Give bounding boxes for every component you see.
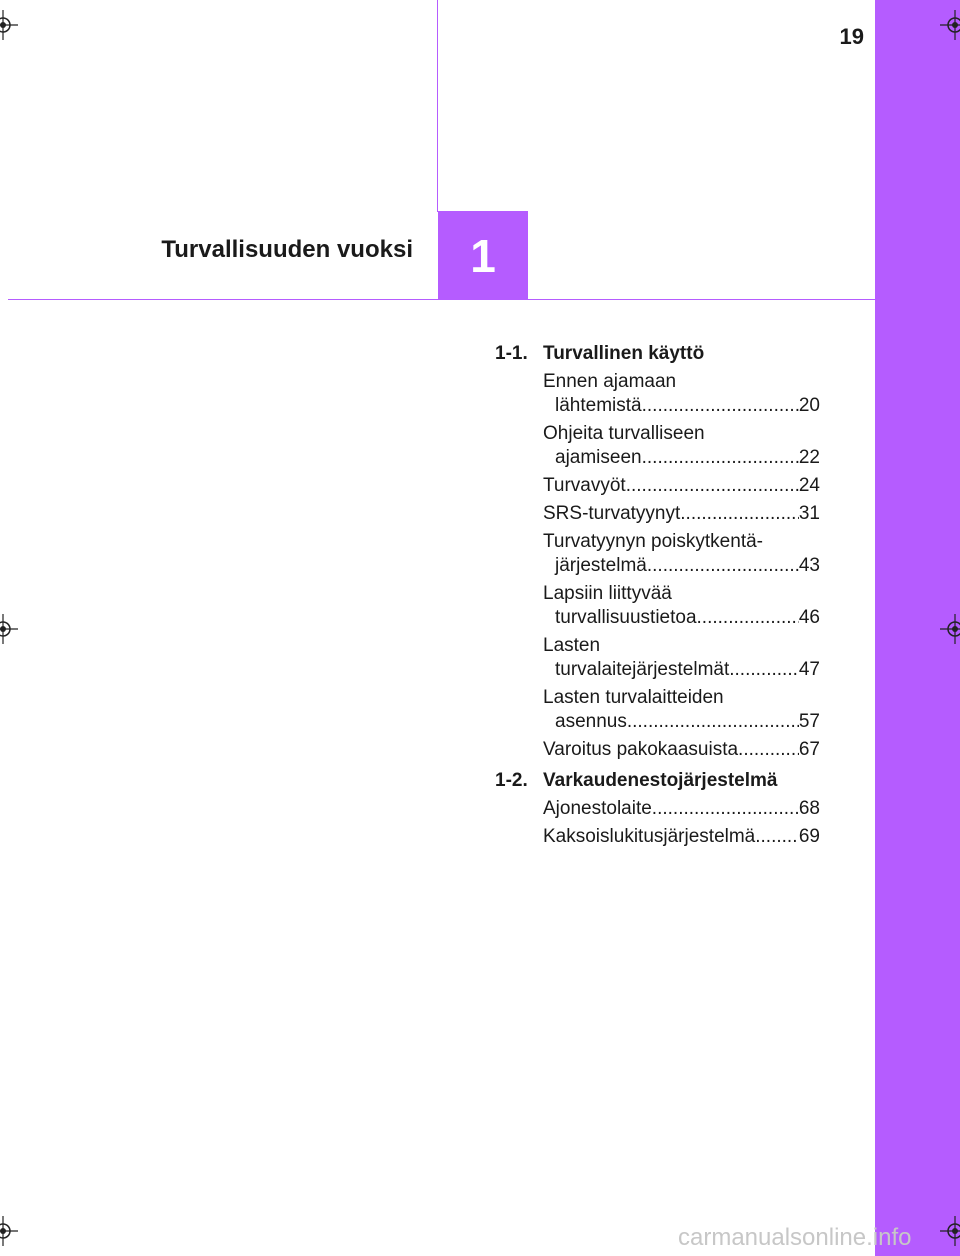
toc-entry-text: Ohjeita turvalliseen: [543, 423, 705, 444]
toc-entry-text: Kaksoislukitusjärjestelmä: [543, 826, 756, 847]
toc-entry[interactable]: [543, 797, 820, 821]
watermark: carmanualsonline.info: [678, 1224, 912, 1251]
toc-entry[interactable]: [543, 634, 820, 682]
toc-page-number: 57: [798, 711, 820, 732]
dot-leader: [652, 797, 799, 821]
toc-entry-text: Varoitus pakokaasuista: [543, 739, 739, 760]
toc-entry[interactable]: [543, 502, 820, 526]
toc-entry-text: järjestelmä: [555, 555, 647, 576]
toc-entry[interactable]: [543, 474, 820, 498]
toc-page-number: 67: [798, 739, 820, 760]
toc-entry-line: [543, 658, 820, 682]
vertical-rule: [437, 0, 438, 212]
dot-leader: [626, 474, 799, 498]
toc-entry-text: lähtemistä: [555, 395, 642, 416]
toc-entry[interactable]: [543, 738, 820, 762]
toc-page-number: 43: [798, 555, 820, 576]
dot-leader: [627, 710, 799, 734]
toc-entry[interactable]: [543, 422, 820, 470]
toc-entry-text: Turvatyynyn poiskytkentä-: [543, 531, 763, 552]
toc-section-heading: [495, 342, 820, 366]
toc-entry-text: turvallisuustietoa: [555, 607, 697, 628]
section-number: 1-2.: [495, 770, 528, 791]
table-of-contents: [495, 342, 820, 849]
dot-leader: [647, 554, 799, 578]
section-title: Turvallinen käyttö: [543, 343, 705, 364]
toc-entry-line: [543, 502, 820, 526]
toc-entry[interactable]: [543, 582, 820, 630]
toc-entry-text: Lasten turvalaitteiden: [543, 687, 724, 708]
dot-leader: [755, 825, 799, 849]
dot-leader: [738, 738, 799, 762]
toc-entry-text: Turvavyöt: [543, 475, 626, 496]
crop-mark-icon: [940, 614, 960, 644]
toc-entry-line: [543, 738, 820, 762]
toc-entry-line: [543, 825, 820, 849]
dot-leader: [729, 658, 799, 682]
crop-mark-icon: [0, 10, 18, 40]
toc-entry[interactable]: [543, 686, 820, 734]
crop-mark-icon: [0, 1216, 18, 1246]
toc-entry-line: [543, 474, 820, 498]
toc-page-number: 46: [798, 607, 820, 628]
chapter-title: Turvallisuuden vuoksi: [161, 236, 413, 263]
toc-entry-line: [543, 446, 820, 470]
crop-mark-icon: [940, 1216, 960, 1246]
toc-entry-line: [543, 394, 820, 418]
toc-entry-line: [543, 582, 820, 606]
toc-entry[interactable]: [543, 370, 820, 418]
toc-entry-text: Lapsiin liittyvää: [543, 583, 672, 604]
toc-entry-text: turvalaitejärjestelmät: [555, 659, 730, 680]
toc-page-number: 47: [798, 659, 820, 680]
toc-entry-line: [543, 530, 820, 554]
crop-mark-icon: [0, 614, 18, 644]
section-number: 1-1.: [495, 343, 528, 364]
toc-page-number: 31: [798, 503, 820, 524]
toc-page-number: 69: [798, 826, 820, 847]
toc-section-heading: [495, 769, 820, 793]
toc-entry-text: SRS-turvatyynyt: [543, 503, 681, 524]
toc-page-number: 20: [798, 395, 820, 416]
toc-page-number: 22: [798, 447, 820, 468]
toc-entry[interactable]: [543, 530, 820, 578]
page-number: 19: [839, 24, 864, 49]
toc-entry-line: [543, 634, 820, 658]
toc-entry-line: [543, 710, 820, 734]
chapter-number-box: 1: [438, 211, 528, 300]
toc-entry-line: [543, 370, 820, 394]
toc-entry-text: Lasten: [543, 635, 601, 656]
toc-entry-line: [543, 422, 820, 446]
dot-leader: [642, 394, 799, 418]
dot-leader: [697, 606, 799, 630]
dot-leader: [642, 446, 799, 470]
toc-page-number: 68: [798, 798, 820, 819]
toc-entry-text: asennus: [555, 711, 627, 732]
toc-entry-line: [543, 606, 820, 630]
section-title: Varkaudenestojärjestelmä: [543, 770, 778, 791]
toc-entry-line: [543, 686, 820, 710]
toc-entry-line: [543, 797, 820, 821]
toc-entry-text: Ajonestolaite: [543, 798, 652, 819]
crop-mark-icon: [940, 10, 960, 40]
toc-entry[interactable]: [543, 825, 820, 849]
toc-entry-line: [543, 554, 820, 578]
toc-page-number: 24: [798, 475, 820, 496]
dot-leader: [680, 502, 799, 526]
toc-entry-text: ajamiseen: [555, 447, 642, 468]
toc-entry-text: Ennen ajamaan: [543, 371, 677, 392]
